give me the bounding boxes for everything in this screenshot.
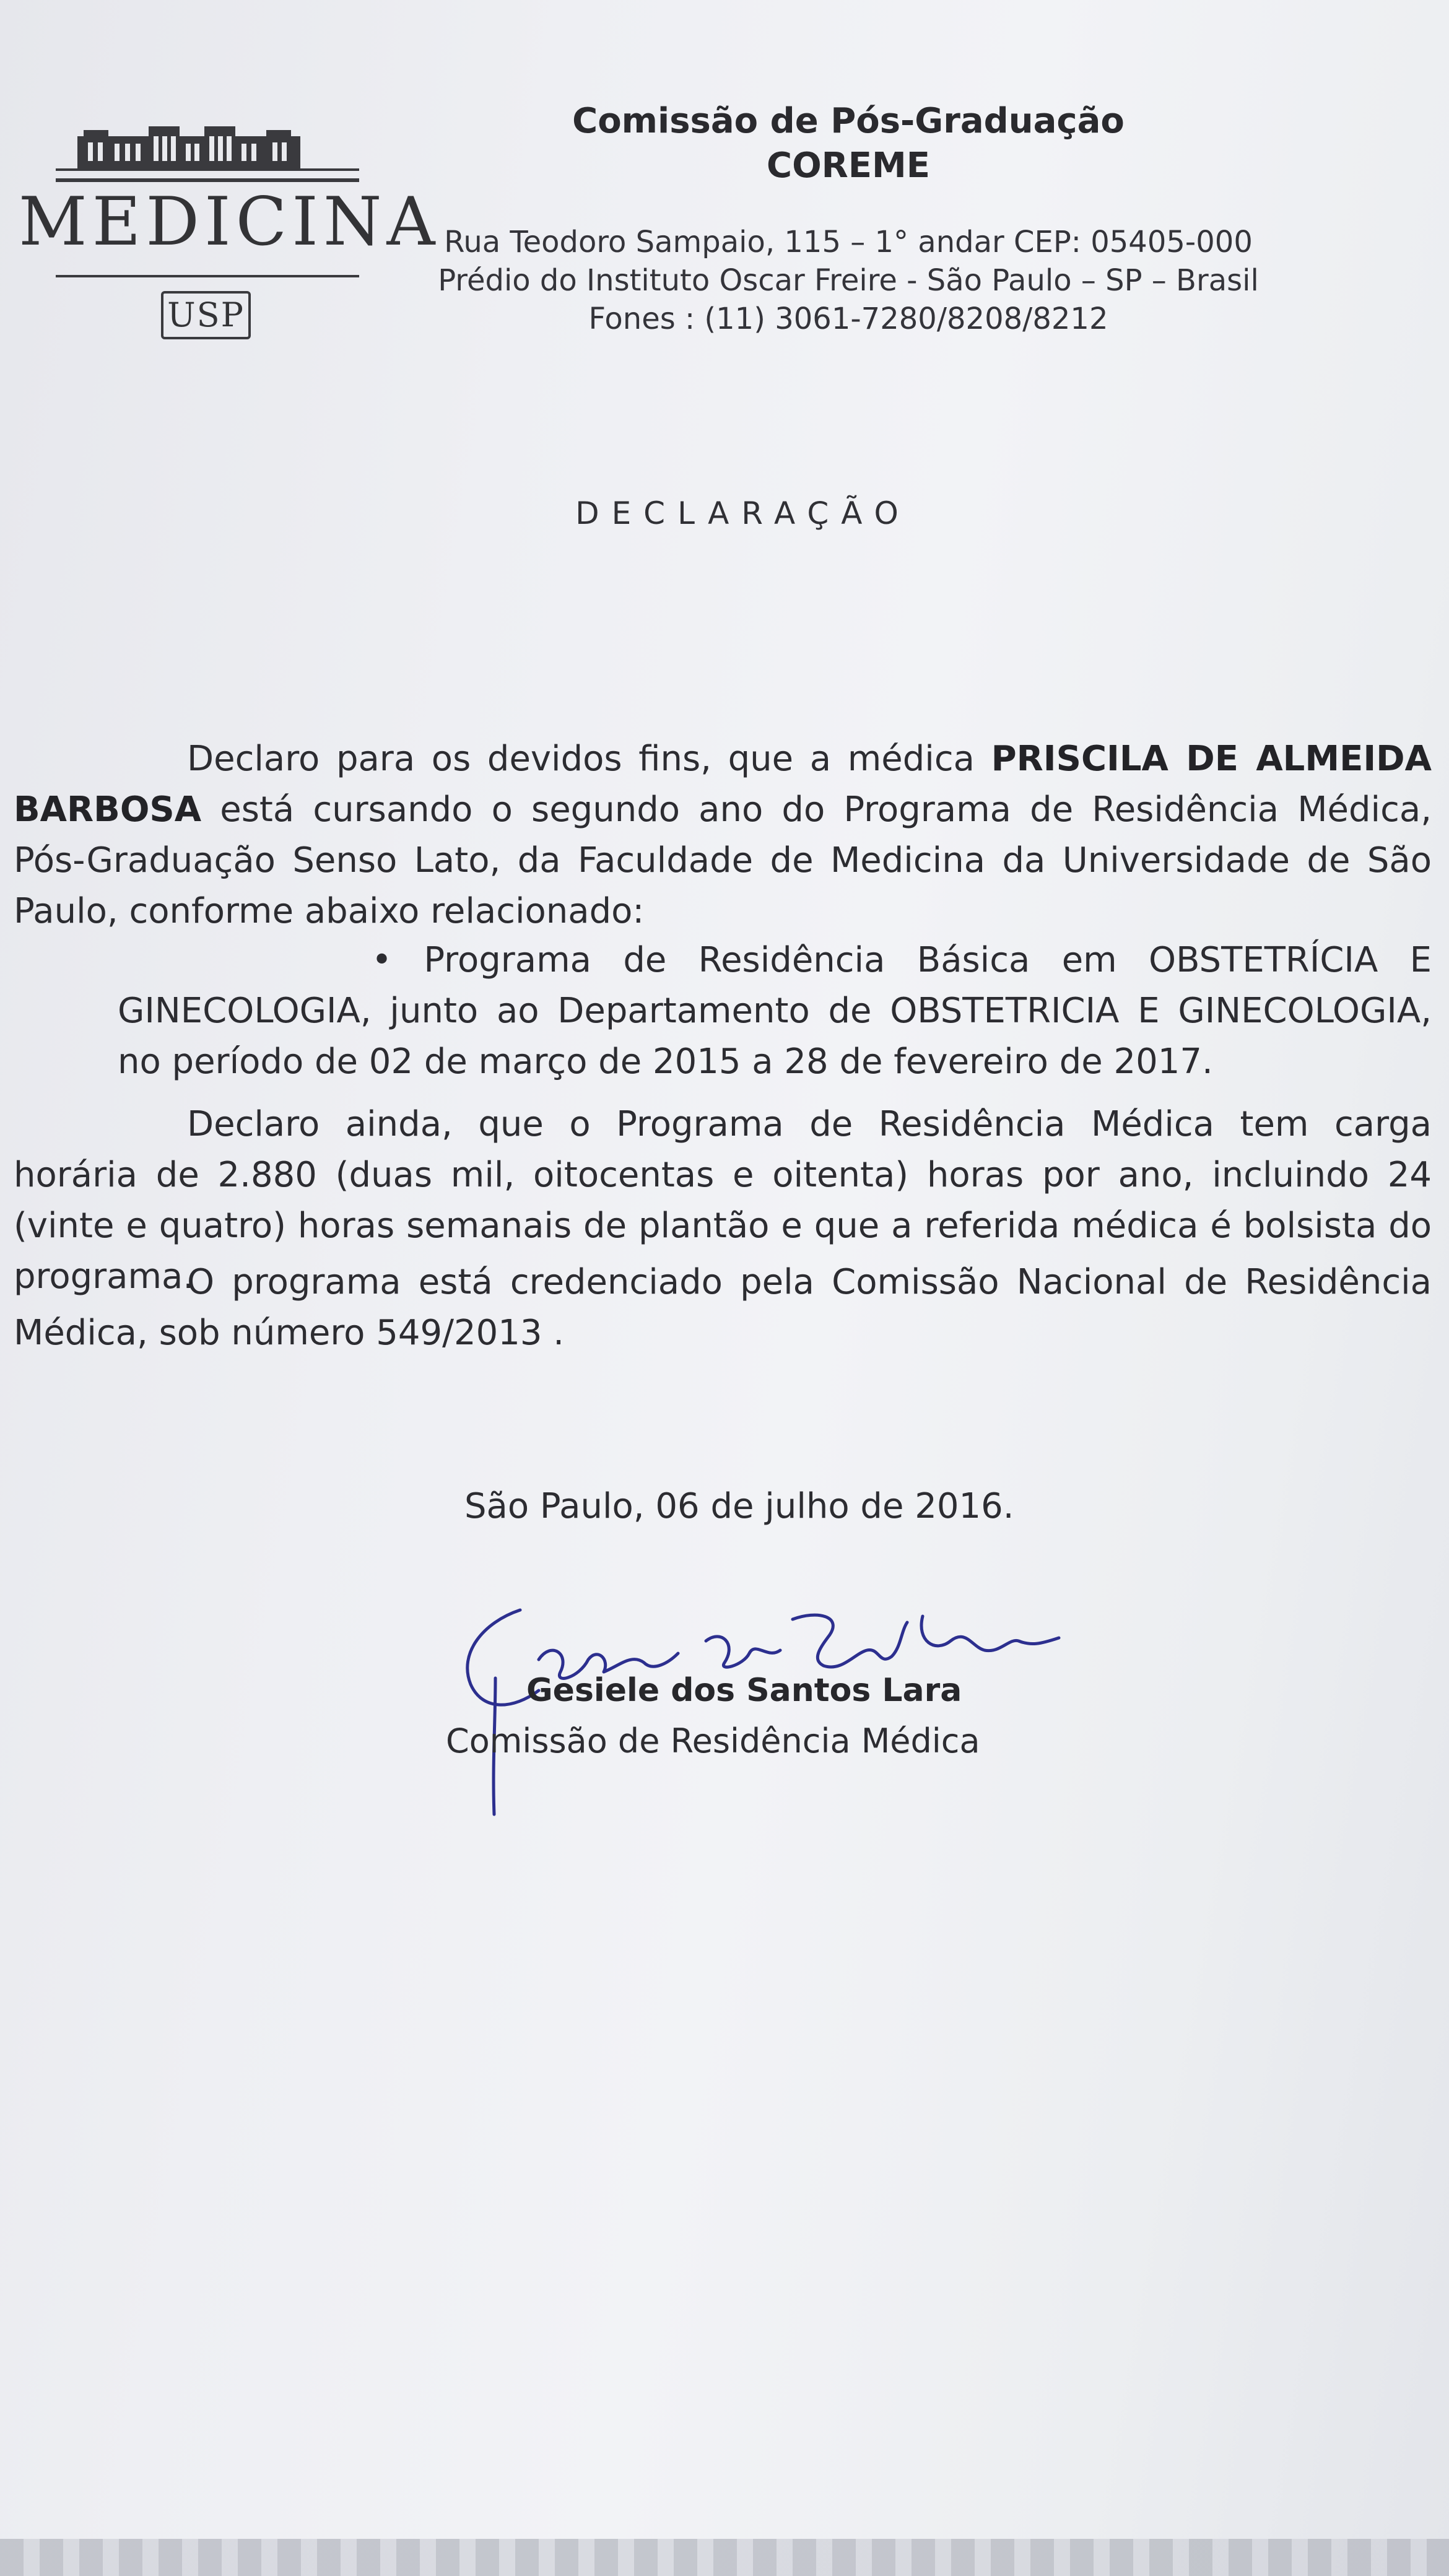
org-name: Comissão de Pós-Graduação xyxy=(572,101,1125,141)
medicina-usp-logo xyxy=(19,118,440,353)
faculty-building-icon xyxy=(19,118,372,192)
paragraph-text: O programa está credenciado pela Comissão Nacional de Residência Médica, sob número 549/2013 . xyxy=(14,1262,1432,1353)
paragraph-declaration xyxy=(14,734,1432,937)
address-block xyxy=(433,223,1263,338)
signatory-name: Gesiele dos Santos Lara xyxy=(526,1672,962,1709)
bullet-dot: • xyxy=(372,940,424,980)
paragraph-text: está cursando o segundo ano do Programa de Residência Médica, Pós-Graduação Senso Lato, da Faculdade de Medicina da Universidade de São Paulo, conforme abaixo relacionado: xyxy=(14,790,1432,931)
bullet-text: Programa de Residência Básica em OBSTETRÍCIA E GINECOLOGIA, junto ao Departamento de OBSTETRICIA E GINECOLOGIA, no período de 02 de março de 2015 a 28 de fevereiro de 2017. xyxy=(118,940,1432,1082)
paragraph-accreditation xyxy=(14,1257,1432,1359)
logo-usp-badge: USP xyxy=(161,291,251,339)
paper-edge xyxy=(0,2539,1449,2576)
phone-line: Fones : (11) 3061-7280/8208/8212 xyxy=(588,302,1108,336)
signatory-role: Comissão de Residência Médica xyxy=(446,1721,980,1760)
org-unit: COREME xyxy=(766,146,931,186)
student-name: PRISCILA DE ALMEIDA BARBOSA xyxy=(14,739,1432,830)
document-title: DECLARAÇÃO xyxy=(575,495,911,531)
logo-wordmark: MEDICINA xyxy=(19,183,440,261)
paragraph-text: Declaro para os devidos fins, que a médica xyxy=(187,739,991,779)
letterhead xyxy=(433,99,1263,336)
address-line: Rua Teodoro Sampaio, 115 – 1° andar CEP: 05405-000 xyxy=(444,225,1253,259)
program-bullet xyxy=(118,935,1432,1087)
logo-rule xyxy=(19,271,372,284)
handwritten-signature xyxy=(446,1585,1127,1833)
issue-date: São Paulo, 06 de julho de 2016. xyxy=(464,1486,1014,1526)
paragraph-text: Declaro ainda, que o Programa de Residência Médica tem carga horária de 2.880 (duas mil, oitocentas e oitenta) horas por ano, incluindo 24 (vinte e quatro) horas semanais de plantão e que a referida médica é bolsista do programa. xyxy=(14,1104,1432,1297)
address-line: Prédio do Instituto Oscar Freire - São Paulo – SP – Brasil xyxy=(438,263,1259,298)
signature-block xyxy=(446,1585,1127,1833)
